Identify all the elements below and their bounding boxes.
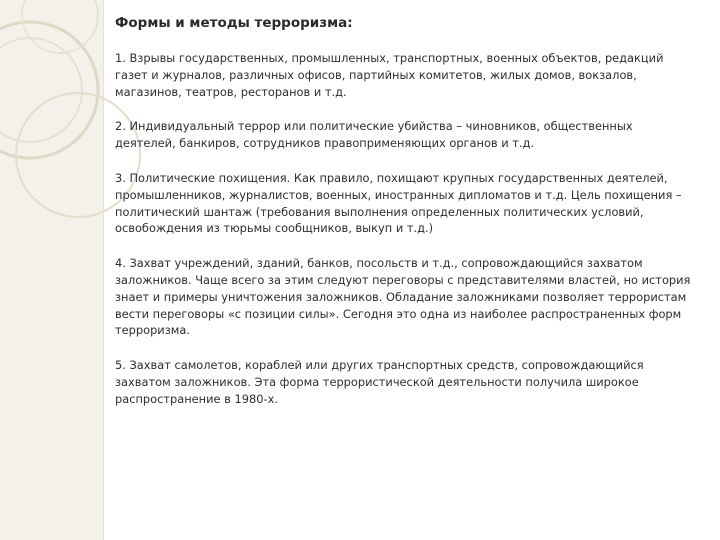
slide-content [115,14,695,426]
decorative-circle-top [22,0,98,53]
paragraph-individual-terror: 2. Индивидуальный террор или политические убийства – чиновников, общественных деятелей, банкиров, сотрудников правоприменяющих органов и т.д. [115,119,633,151]
paragraph-explosions: 1. Взрывы государственных, промышленных, транспортных, военных объектов, редакций газет и журналов, различных офисов, партийных комитетов, жилых домов, вокзалов, магазинов, театров, ресторанов и т.д. [115,51,664,99]
paragraph-seizure-of-buildings: 4. Захват учреждений, зданий, банков, посольств и т.д., сопровождающийся захватом заложников. Чаще всего за этим следуют переговоры с представителями властей, но история знает и примеры уничтожения заложников. Обладание заложниками позволяет террористам вести переговоры «с позиции силы». Сегодня это одна из наиболее распространенных форм терроризма. [115,256,691,338]
paragraph-political-kidnapping: 3. Политические похищения. Как правило, похищают крупных государственных деятелей, промышленников, журналистов, военных, иностранных дипломатов и т.д. Цель похищения – политический шантаж (требования выполнения определенных политических условий, освобождения из тюрьмы сообщников, выкуп и т.д.) [115,170,682,236]
decorative-circle-inner [0,38,82,142]
slide-title: Формы и методы терроризма: [115,15,353,31]
paragraph-hijacking: 5. Захват самолетов, кораблей или других транспортных средств, сопровождающийся захватом заложников. Эта форма террористической деятельности получила широкое распространение в 1980-х. [115,358,644,406]
